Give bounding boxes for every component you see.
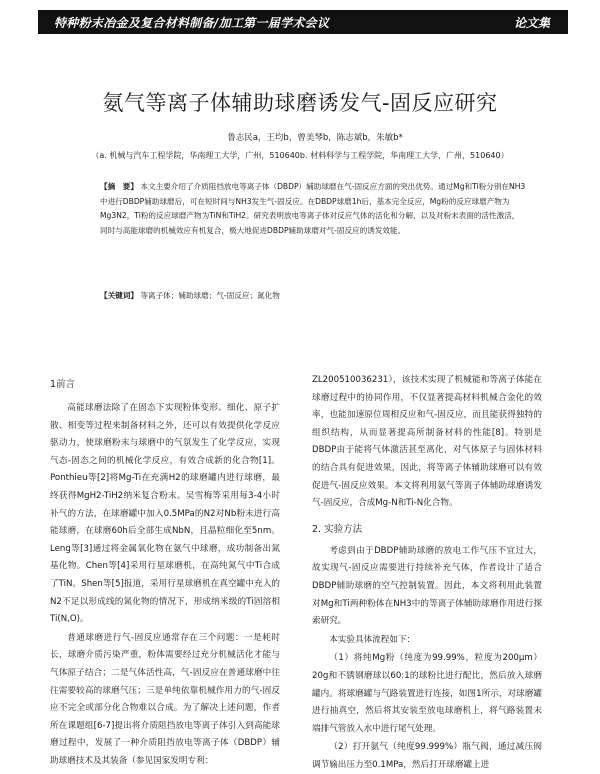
body-paragraph: 高能球磨法除了在固态下实现粉体变形、细化、原子扩散、相变等过程来制备材料之外，还可以有效提供化学反应驱动力，使球磨粉末与球磨中的气氛发生了化学反应，实现气态-固态之间的机械化学反应，有效合成新的化合物[1]。Ponthieu等[2]将Mg-Ti在充满H2的球磨罐内进行球磨，最终获得MgH2-TiH2纳米复合粉末。吴雪梅等采用每3-4小时补气的方法，在球磨罐中加入0.5MPa的N2对Nb粉末进行高能球磨，在球磨60h后全部生成NbN，且晶粒细化至5nm。Leng等[3]通过将金属氧化物在氨气中球磨，成功制备出氮基化物。Chen等[4]采用行星球磨机，在高纯氮气中Ti合成了TiN。Shen等[5]报道，采用行星球磨机在真空罐中充入的N2不足以形成线的氮化物的情况下，形成纳米级的Ti固溶相Ti(N,O)。 — [50, 403, 280, 625]
keywords-label: 【关键词】 — [100, 291, 138, 300]
body-paragraph: 本实验具体流程如下： — [329, 634, 416, 645]
section-heading-intro: 1前言 — [50, 379, 76, 390]
abstract-block — [100, 180, 526, 238]
abstract-label: 【摘 要】 — [100, 182, 138, 191]
keywords-text: 等离子体；辅助球磨；气-固反应；氮化物 — [140, 291, 280, 300]
journal-name: 特种粉末冶金及复合材料制备/加工第一届学术会议 — [54, 16, 330, 30]
affiliations: （a. 机械与汽车工程学院，华南理工大学，广州，510640b. 材料科学与工程学院，华南理工大学，广州，510640） — [91, 151, 509, 160]
body-paragraph-continued: ZL200510036231），该技术实现了机械能和等离子体能在球磨过程中的协同作用，不仅显著提高材料机械合金化的效率，也能加速原位周相反应和气-固反应，而且能获得独特的组织结构，从而显著提高所制备材料的性能[8]。特别是DBDP由于能将气体激活甚至离化，对气体原子与固体材料的结合具有促进效果，因此，将等离子体辅助球磨可以有效促进气-固反应效果。本文将利用氨气等离子体辅助球磨诱发气-固反应，合成Mg-N和Ti-N化合物。 — [312, 375, 542, 509]
body-paragraph: （2）打开氨气（纯度99.999%）瓶气阀，通过减压阀调节输出压力至0.1MPa，然后打开球磨罐上进 — [312, 742, 542, 770]
abstract-text: 本文主要介绍了介质阻挡放电等离子体（DBDP）辅助球磨在气-固反应方面的突出优势。通过Mg和Ti粉分别在NH3中进行DBDP辅助球磨后，可在短时间与NH3发生气-固反应。在DBDP球磨1h后，基本完全反应，Mg粉的反应球磨产物为Mg3N2，Ti粉的反应球磨产物为TiN和TiH2。研究表明放电等离子体对反应气体的活化和分解，以及对粉末表面的活性激活，同时与高能球磨的机械效应有机复合，极大地促进DBDP辅助球磨对气-固反应的诱发效能。 — [100, 182, 526, 235]
left-column — [50, 372, 280, 770]
author-list: 鲁志民a，王均b，曾美琴b，陈志斌b，朱敏b* — [227, 133, 403, 143]
journal-header-bar — [38, 10, 568, 34]
body-paragraph: （1）将纯Mg粉（纯度为99.99%，粒度为200μm）20g和不锈钢磨球以60:1的球粉比进行配比，然后放入球磨罐内。将球磨罐与气路装置进行连接，如图1所示，对球磨罐进行抽真空，然后将其安装至放电球磨机上，将气路装置末端排气管放入水中进行尾气处理。 — [312, 653, 542, 734]
paper-title: 氨气等离子体辅助球磨诱发气-固反应研究 — [102, 91, 498, 115]
keywords-block — [100, 289, 526, 302]
body-paragraph: 普通球磨进行气-固反应通常存在三个问题：一是耗时长，球磨介质污染严重，粉体需要经过充分机械活化才能与气体原子结合；二是气体活性高，气-固反应在普通球磨中往往需要较高的球磨气压；三是单纯依靠机械作用力的气-固反应不完全或部分化合物难以合成。为了解决上述问题，作者所在课题组[6-7]提出将介质阻挡放电等离子体引入到高能球磨过程中，发展了一种介质阻挡放电等离子体（DBDP）辅助球磨技术及其装备（参见国家发明专利： — [50, 632, 280, 766]
section-heading-methods: 2. 实验方法 — [312, 523, 363, 535]
section-label: 论文集 — [513, 16, 550, 30]
body-paragraph: 考虑到由于DBDP辅助球磨的放电工作气压不宜过大，故实现气-固反应需要进行持续补充气体，作者设计了适合DBDP辅助球磨的空气控制装置。因此，本文将利用此装置对Mg和Ti两种粉体在NH3中的等离子体辅助球磨作用进行探索研究。 — [312, 545, 542, 627]
right-column — [312, 372, 542, 774]
